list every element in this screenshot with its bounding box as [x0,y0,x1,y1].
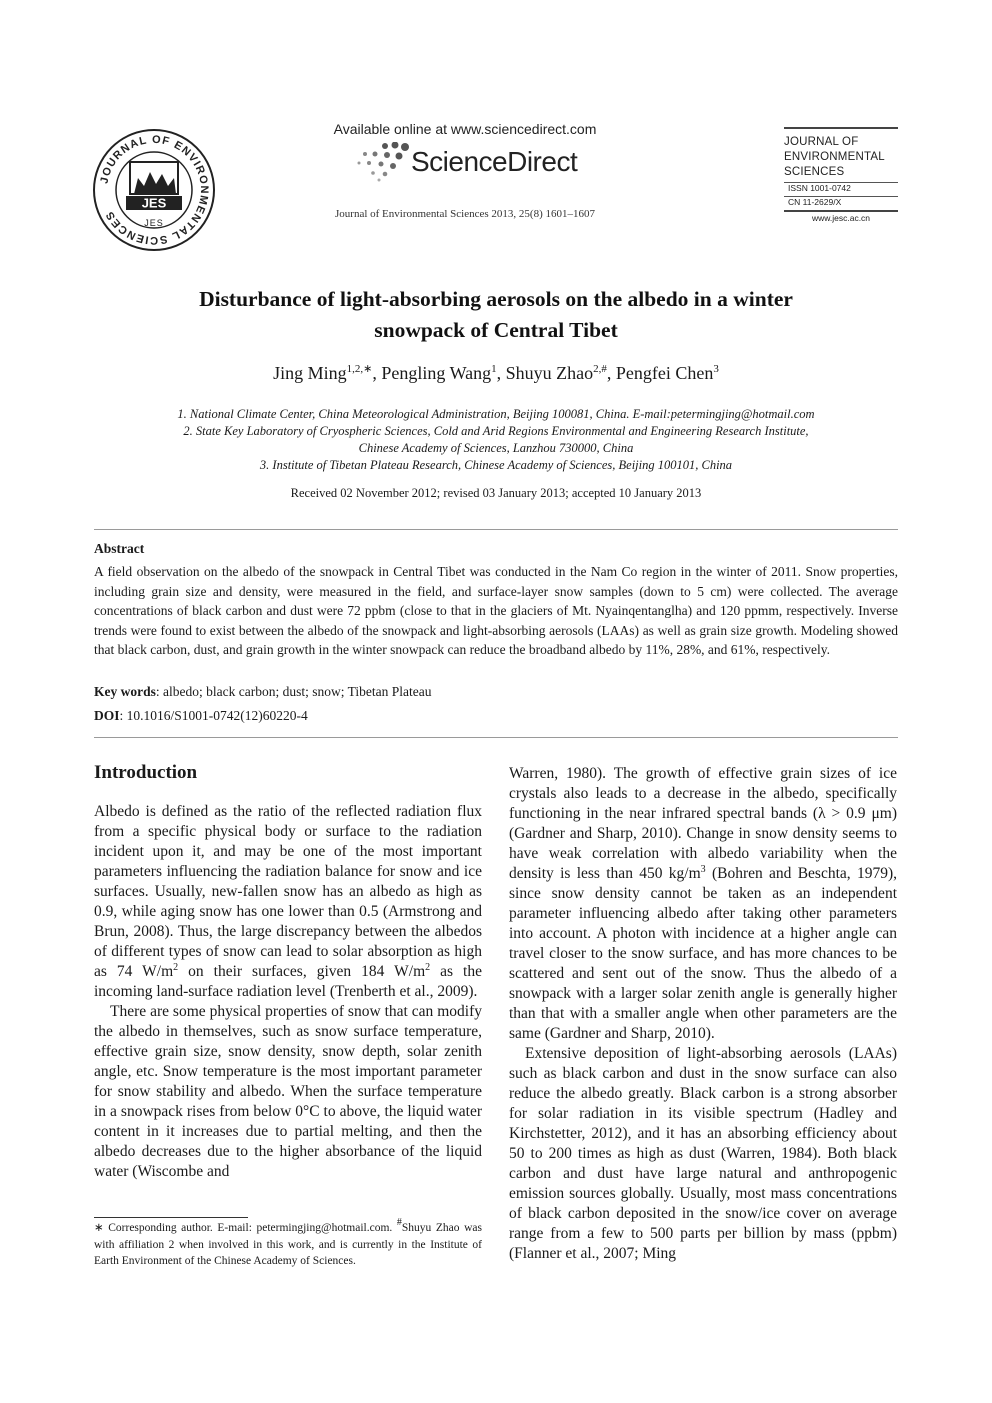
paragraph: There are some physical properties of snow that can modify the albedo in themselves, such as snow surface temperature, effective grain size, snow density, snow depth, solar zenith angle, etc. Snow temperature is the most important parameter for snow stability and albedo. When the surface temperature in a snowpack rises from below 0°C to above, the liquid water content in it increases due to partial melting, and then the albedo decreases due to the higher absorbance of the liquid water (Wiscombe and [94,1003,482,1180]
sciencedirect-logo [355,140,585,186]
paragraph-text: as the incoming land-surface radiation level (Trenberth et al., 2009). [94,963,482,1000]
footnote-text: ∗ Corresponding author. E-mail: petermingjing@hotmail.com. [94,1222,397,1234]
author-affiliation-marker: 1 [491,363,497,375]
author-affiliation-marker: 1,2,∗ [346,363,373,375]
section-heading-introduction: Introduction [94,762,198,783]
masthead-divider [784,210,898,212]
journal-name-line: JOURNAL OF [784,136,859,148]
journal-masthead [784,127,898,224]
right-column [509,764,897,1264]
journal-seal-logo [92,128,216,252]
affiliation-line: 1. National Climate Center, China Meteorological Administration, Beijing 100081, China. E-mail:petermingjing@hotmail.com [177,407,815,421]
author-name: Pengling Wang [381,363,492,383]
author-name: Shuyu Zhao [505,363,594,383]
available-online-text: Available online at www.sciencedirect.com [333,121,597,137]
doi-link[interactable]: : 10.1016/S1001-0742(12)60220-4 [119,708,308,723]
doi [94,708,898,724]
keywords [94,684,898,700]
footnote-marker: # [396,1217,402,1228]
author-name: Pengfei Chen [615,363,714,383]
journal-citation: Journal of Environmental Sciences 2013, 25(8) 1601–1607 [335,208,595,220]
author-name: Jing Ming [273,363,347,383]
masthead-rule [784,127,898,129]
abstract-heading: Abstract [94,541,145,556]
paragraph-text: on their surfaces, given 184 W/m [178,963,426,980]
issn: ISSN 1001-0742 [788,183,851,193]
title-line: Disturbance of light-absorbing aerosols on the albedo in a winter [199,287,793,311]
superscript: 2 [173,962,179,973]
affiliation-line: 2. State Key Laboratory of Cryospheric Sciences, Cold and Arid Regions Environmental and Engineering Research Institute, [183,424,809,438]
paragraph-text: (Bohren and Beschta, 1979), since snow density cannot be taken as an independent parameter influencing albedo after taking other parameters into account. A photon with incidence at a higher angle can travel closer to the snow surface, and has more chances to be scattered and sent out of the snow. Thus the albedo of a snowpack with a larger solar zenith angle is generally higher than that with a smaller angle when other parameters are the same (Gardner and Sharp, 2010). [509,865,897,1042]
journal-name-line: ENVIRONMENTAL [784,151,885,163]
author-affiliation-marker: 2,# [593,363,607,375]
journal-name [784,135,898,180]
received-dates: Received 02 November 2012; revised 03 January 2013; accepted 10 January 2013 [290,486,702,500]
superscript: 3 [700,864,706,875]
superscript: 2 [425,962,431,973]
journal-name-line: SCIENCES [784,166,845,178]
paragraph [509,764,897,1044]
left-column [94,802,482,1182]
sciencedirect-dots-icon [355,142,411,182]
author-list [100,360,892,386]
seal-acronym: JES [141,195,167,211]
doi-label: DOI [94,708,120,723]
sciencedirect-wordmark: ScienceDirect [411,146,578,177]
affiliation-line: 3. Institute of Tibetan Plateau Research, Chinese Academy of Sciences, Beijing 100101, China [259,458,733,472]
footnote-rule [94,1217,248,1218]
abstract-bottom-rule [94,737,898,738]
keywords-label: Key words [94,684,156,699]
paper-title [100,284,892,346]
seal-label: JES [144,218,164,228]
paragraph-text: Warren, 1980). The growth of effective grain sizes of ice crystals also leads to a decrease in the albedo, specifically functioning in the near infrared spectral bands (λ > 0.9 μm) (Gardner and Sharp, 2010). Change in snow density seems to have weak correlation with albedo variability when the density is less than 450 kg/m [509,765,897,882]
abstract-top-rule [94,529,898,530]
author-affiliation-marker: 3 [713,363,719,375]
cn-number: CN 11-2629/X [788,197,842,207]
paragraph: Extensive deposition of light-absorbing aerosols (LAAs) such as black carbon and dust in the snow surface can also reduce the albedo greatly. Black carbon is a strong absorber for solar radiation in its visible spectrum (Hadley and Kirchstetter, 2012), and it has an absorbing efficiency about 50 to 200 times as high as dust (Warren, 1984). Both black carbon and dust have large natural and anthropogenic emission sources globally. Usually, most mass concentrations of black carbon deposited in the snow/ice cover on average range from a few to 500 parts per billion by mass (ppbm) (Flanner et al., 2007; Ming [509,1045,897,1262]
journal-website: www.jesc.ac.cn [811,213,871,223]
paragraph [94,802,482,1002]
affiliations [100,406,892,474]
title-line: snowpack of Central Tibet [374,318,618,342]
affiliation-line: Chinese Academy of Sciences, Lanzhou 730000, China [358,441,634,455]
paragraph-text: Albedo is defined as the ratio of the reflected radiation flux from a specific physical body or surface to the radiation incident upon it, and may be one of the most important parameters influencing the radiation balance for snow and ice surfaces. Usually, new-fallen snow has an albedo as high as 0.9, while aging snow has one lower than 0.5 (Armstrong and Brun, 2008). Thus, the large discrepancy between the albedos of different types of snow can lead to solar absorption as high as 74 W/m [94,803,482,980]
footnote [94,1217,482,1270]
seal-ring-text: JOURNAL OF ENVIRONMENTAL SCIENCES [98,133,211,247]
author-separator: , [496,363,506,383]
author-separator: , [372,363,382,383]
abstract-text: A field observation on the albedo of the snowpack in Central Tibet was conducted in the Nam Co region in the winter of 2011. Snow properties, including grain size and density, were measured in the field, and surface-layer snow samples (down to 5 cm) were collected. The average concentrations of black carbon and dust were 72 ppbm (close to that in the glaciers of Mt. Nyainqentanglha) and 120 ppmm, respectively. Inverse trends were found to exist between the albedo of the snowpack and light-absorbing aerosols (LAAs) as well as grain size growth. Modeling showed that black carbon, dust, and grain growth in the winter snowpack can reduce the broadband albedo by 11%, 28%, and 61%, respectively. [94,564,898,658]
author-separator: , [606,363,616,383]
keywords-list: : albedo; black carbon; dust; snow; Tibetan Plateau [155,684,432,699]
footnote-text: Shuyu Zhao was with affiliation 2 when involved in this work, and is currently in the Institute of Earth Environment of the Chinese Academy of Sciences. [94,1222,482,1267]
journal-seal-icon [92,128,216,252]
